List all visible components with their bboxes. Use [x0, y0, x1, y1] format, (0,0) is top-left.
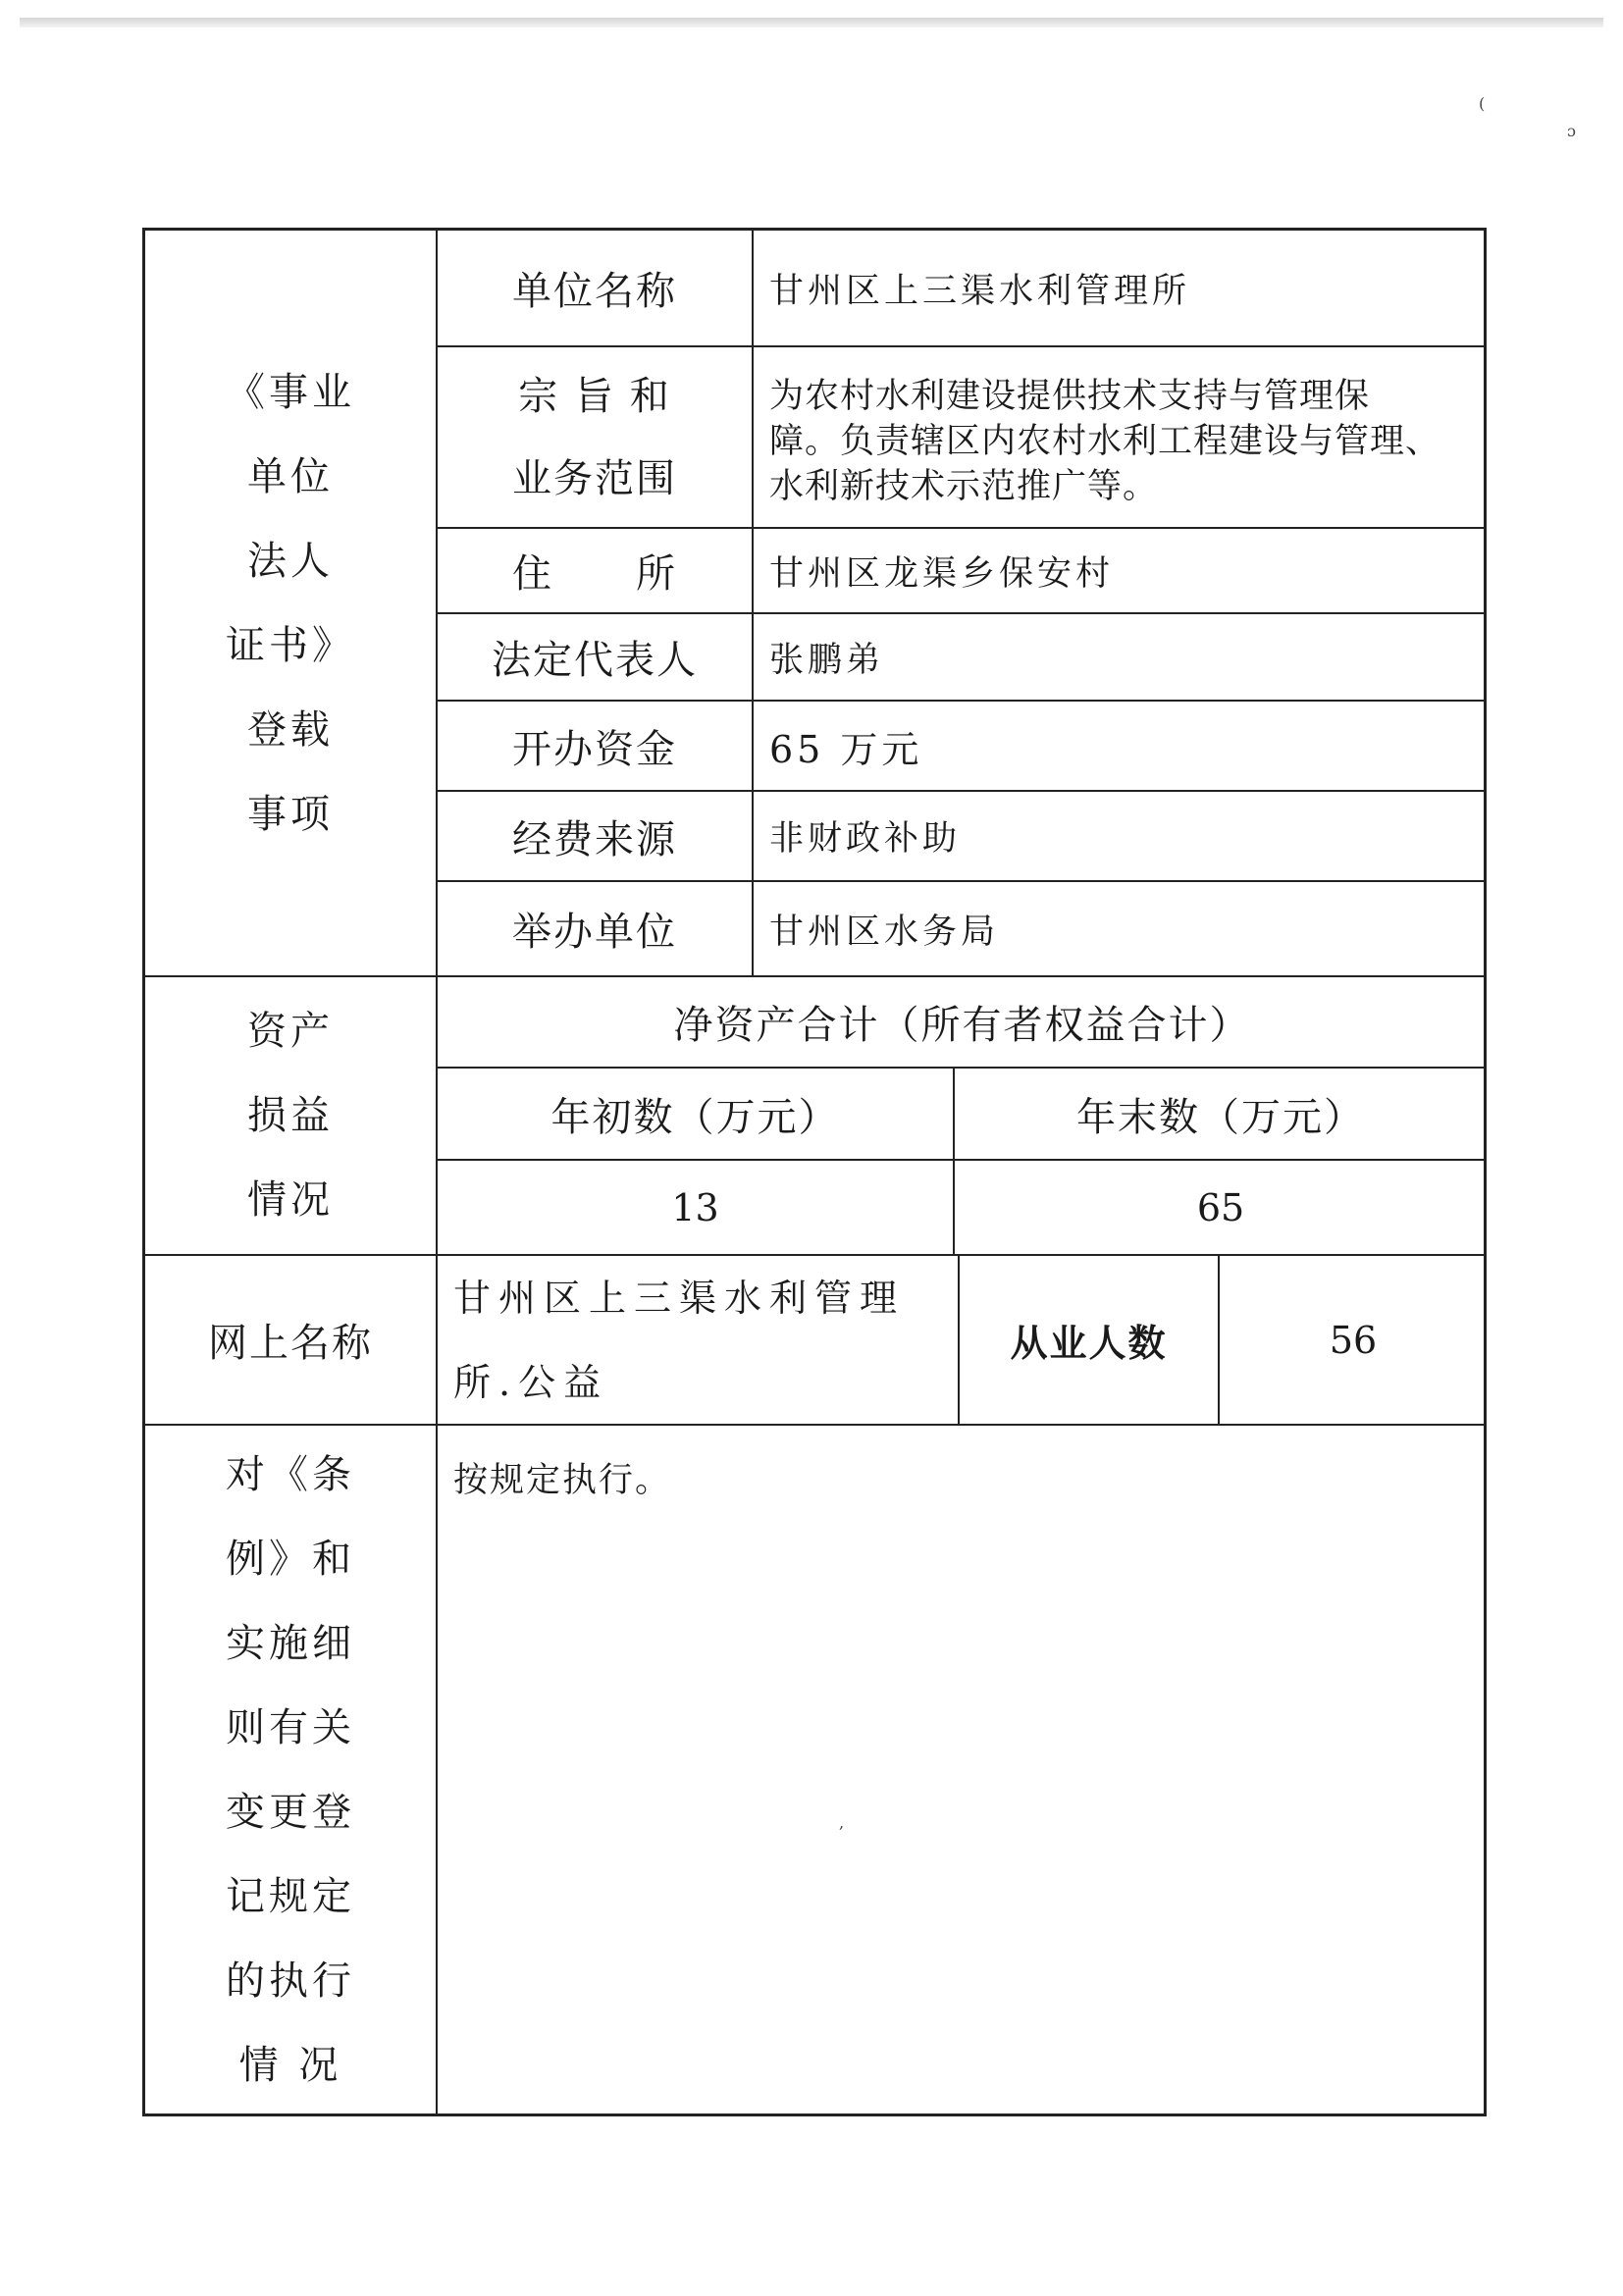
- year-end-header: 年末数（万元）: [1076, 1094, 1365, 1140]
- staff-count-label: 从业人数: [1010, 1322, 1168, 1365]
- funding-source-value: 非财政补助: [769, 819, 962, 859]
- registration-section-title: 《事业 单位 法人 证书》 登载 事项: [226, 369, 355, 837]
- scan-speck: (: [1479, 94, 1486, 113]
- starting-capital-label: 开办资金: [512, 726, 677, 772]
- online-name-label: 网上名称: [208, 1321, 373, 1366]
- legal-representative-value: 张鹏弟: [769, 640, 885, 680]
- scan-speck: ,: [839, 1813, 845, 1832]
- assets-section-title: 资产 损益 情况: [247, 1009, 334, 1223]
- legal-representative-label: 法定代表人: [492, 638, 698, 683]
- sponsoring-unit-label: 举办单位: [512, 910, 677, 955]
- unit-name-value: 甘州区上三渠水利管理所: [769, 271, 1191, 311]
- funding-source-label: 经费来源: [512, 816, 677, 862]
- year-begin-header: 年初数（万元）: [550, 1094, 840, 1140]
- purpose-scope-value: 为农村水利建设提供技术支持与管理保 障。负责辖区内农村水利工程建设与管理、 水利新技术示范推广等。: [769, 376, 1441, 506]
- starting-capital-value: 65 万元: [769, 727, 923, 771]
- year-begin-value: 13: [671, 1185, 719, 1229]
- address-label: 住 所: [512, 551, 677, 597]
- sponsoring-unit-value: 甘州区水务局: [769, 912, 1000, 952]
- compliance-value: 按规定执行。: [453, 1461, 672, 1500]
- address-value: 甘州区龙渠乡保安村: [769, 553, 1115, 594]
- net-assets-header: 净资产合计（所有者权益合计）: [673, 1003, 1251, 1048]
- online-name-value: 甘州区上三渠水利管理 所.公益: [453, 1276, 906, 1404]
- compliance-section-title: 对《条 例》和 实施细 则有关 变更登 记规定 的执行 情 况: [226, 1451, 355, 2088]
- scan-speck: ɔ: [1567, 122, 1576, 140]
- purpose-scope-label: 宗 旨 和 业务范围: [512, 373, 677, 501]
- unit-name-label: 单位名称: [512, 269, 677, 314]
- staff-count-value: 56: [1329, 1318, 1378, 1362]
- year-end-value: 65: [1196, 1185, 1245, 1229]
- scan-top-edge: [20, 18, 1603, 27]
- registration-form-table: [142, 228, 1487, 2116]
